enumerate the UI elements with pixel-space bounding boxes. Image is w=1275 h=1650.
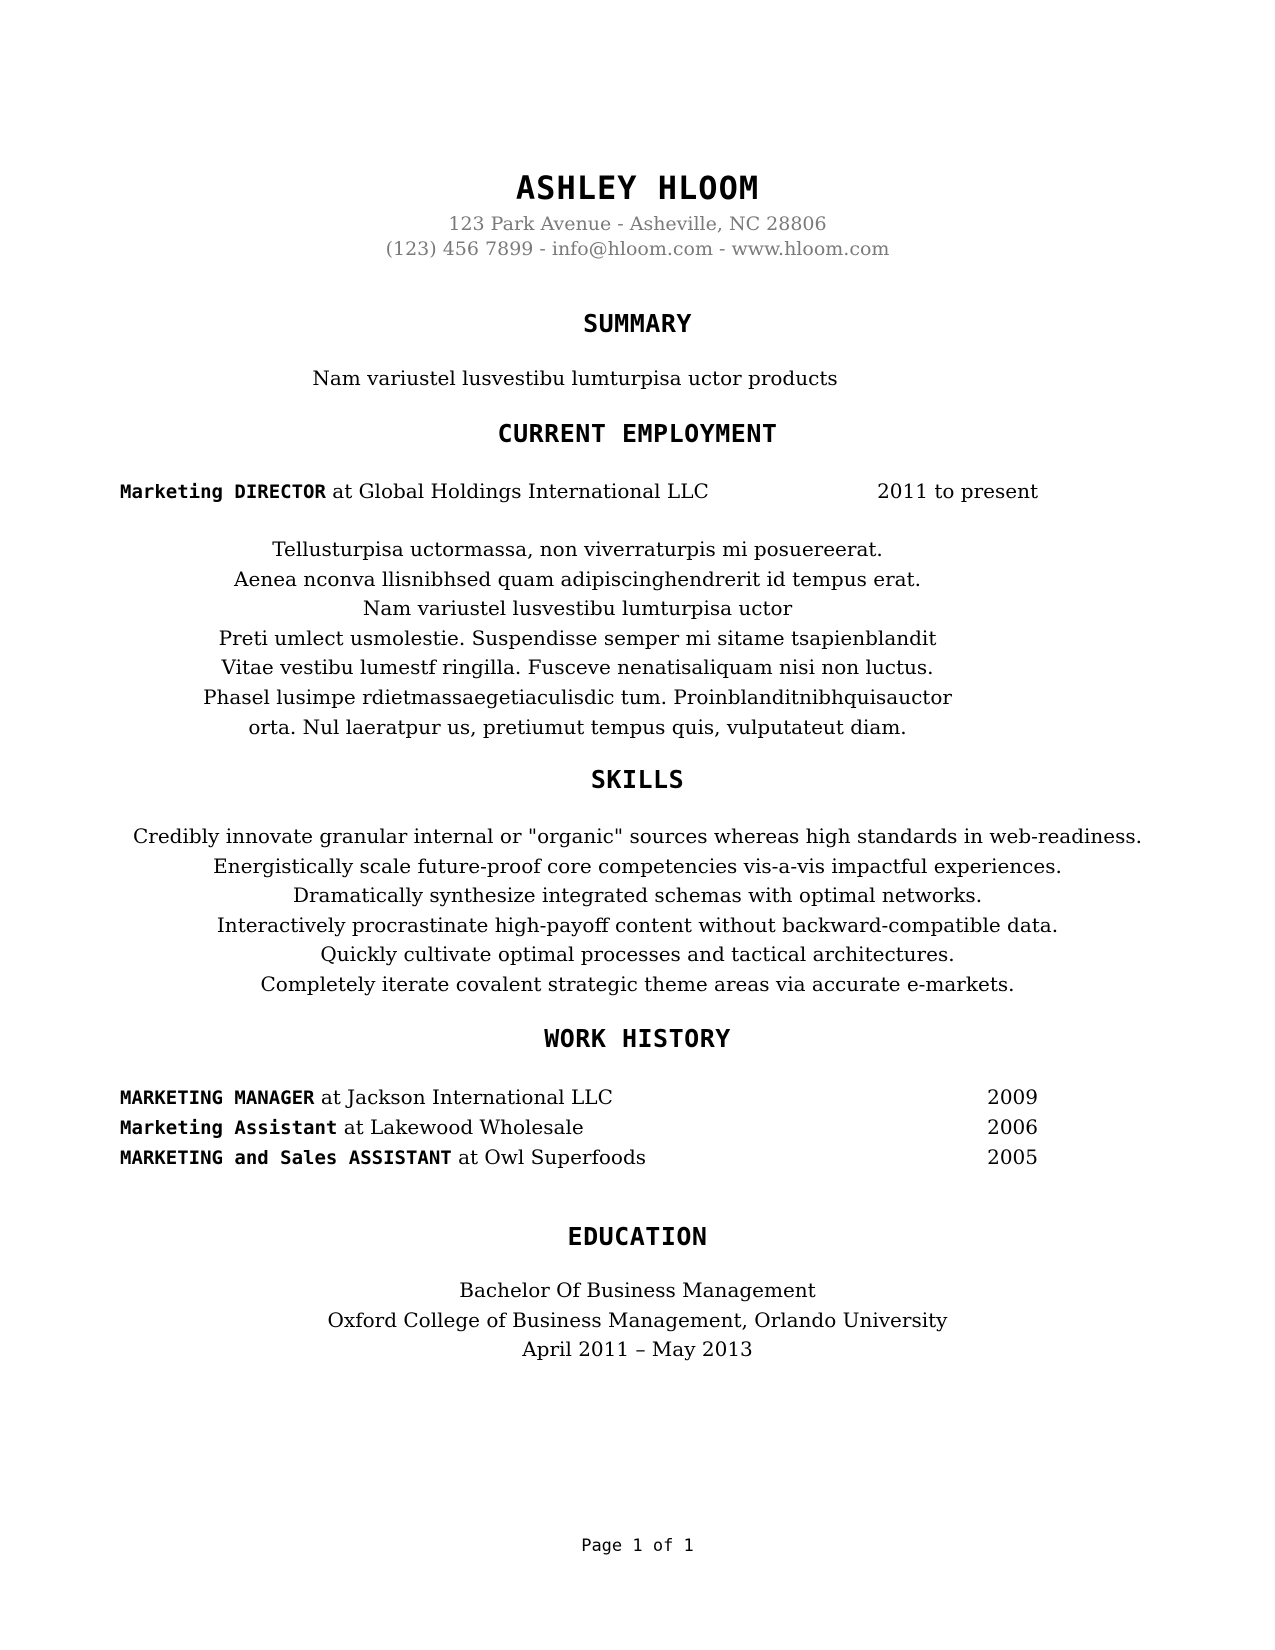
job-company: at Lakewood Wholesale	[337, 1115, 584, 1139]
job-dates: 2011 to present	[877, 479, 1038, 503]
job-title: MARKETING MANAGER	[120, 1087, 315, 1109]
duty-line: Nam variustel lusvestibu lumturpisa uctor	[362, 596, 793, 621]
duty-line: Aenea nconva llisnibhsed quam adipiscinghendrerit id tempus erat.	[234, 566, 921, 591]
work-history-list	[0, 1082, 1275, 1172]
duty-line: Preti umlect usmolestie. Suspendisse semper mi sitame tsapienblandit	[218, 625, 937, 650]
work-history-row	[120, 1082, 1038, 1112]
address-line: 123 Park Avenue - Asheville, NC 28806	[448, 213, 827, 235]
job-title: MARKETING and Sales ASSISTANT	[120, 1147, 452, 1169]
history-job-description	[120, 1142, 646, 1173]
work-history-row	[120, 1142, 1038, 1172]
education-school: Oxford College of Business Management, Orlando University	[327, 1307, 948, 1332]
resume-name: ASHLEY HLOOM	[515, 169, 760, 207]
summary-heading: SUMMARY	[583, 309, 692, 338]
duty-line: Vitae vestibu lumestf ringilla. Fusceve nenatisaliquam nisi non luctus.	[221, 655, 934, 680]
contact-line: (123) 456 7899 - info@hloom.com - www.hloom.com	[385, 238, 890, 260]
current-job-description	[120, 476, 709, 507]
skills-list	[0, 822, 1275, 1000]
page-number: Page 1 of 1	[581, 1536, 694, 1556]
education-degree: Bachelor Of Business Management	[459, 1278, 816, 1302]
job-company: at Jackson International LLC	[314, 1085, 613, 1109]
history-job-description	[120, 1082, 613, 1113]
skill-line: Completely iterate covalent strategic theme areas via accurate e-markets.	[260, 971, 1015, 996]
job-company: at Owl Superfoods	[451, 1145, 647, 1169]
summary-text: Nam variustel lusvestibu lumturpisa uctor products	[312, 366, 838, 390]
job-year: 2009	[987, 1085, 1038, 1109]
duty-line: Tellusturpisa uctormassa, non viverraturpis mi posuereerat.	[272, 537, 883, 561]
skill-line: Quickly cultivate optimal processes and tactical architectures.	[320, 942, 955, 967]
work-history-heading: WORK HISTORY	[544, 1024, 731, 1053]
job-company: at Global Holdings International LLC	[325, 479, 709, 503]
skill-line: Interactively procrastinate high-payoff content without backward-compatible data.	[216, 912, 1059, 937]
skills-heading: SKILLS	[590, 765, 685, 794]
job-title: Marketing DIRECTOR	[120, 481, 326, 503]
skill-line: Credibly innovate granular internal or "organic" sources whereas high standards in web-readiness.	[132, 824, 1143, 848]
job-title: Marketing Assistant	[120, 1117, 338, 1139]
education-block	[0, 1276, 1275, 1365]
education-dates: April 2011 – May 2013	[522, 1337, 753, 1362]
current-employment-heading: CURRENT EMPLOYMENT	[497, 419, 778, 448]
history-job-description	[120, 1112, 584, 1143]
current-job-row	[120, 476, 1038, 506]
work-history-row	[120, 1112, 1038, 1142]
skill-line: Dramatically synthesize integrated schemas with optimal networks.	[292, 883, 983, 908]
skill-line: Energistically scale future-proof core competencies vis-a-vis impactful experiences.	[213, 853, 1062, 878]
education-heading: EDUCATION	[567, 1222, 708, 1251]
duties-list	[0, 535, 1155, 742]
job-year: 2006	[987, 1115, 1038, 1139]
duty-line: orta. Nul laeratpur us, pretiumut tempus quis, vulputateut diam.	[248, 714, 907, 739]
duty-line: Phasel lusimpe rdietmassaegetiaculisdic tum. Proinblanditnibhquisauctor	[203, 684, 952, 709]
job-year: 2005	[987, 1145, 1038, 1169]
